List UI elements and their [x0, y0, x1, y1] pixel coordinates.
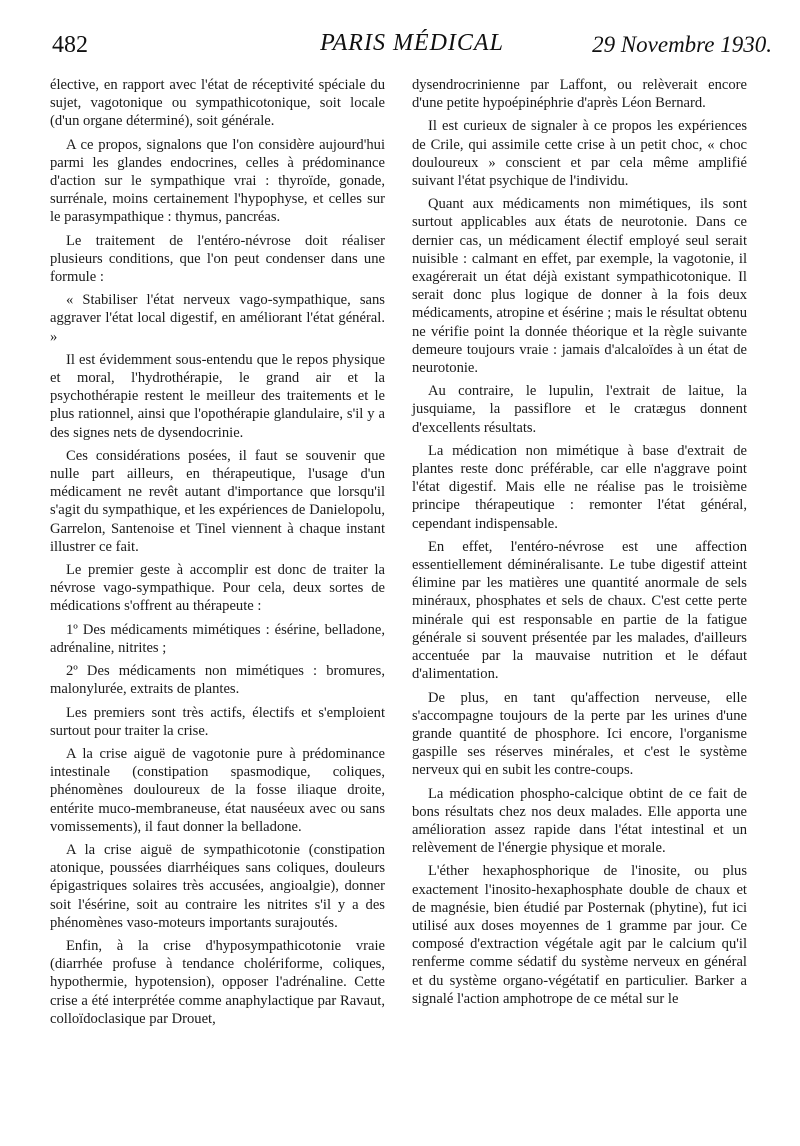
- paragraph: Il est curieux de signaler à ce propos les expériences de Crile, qui assimile cette crise à un petit choc, « choc douloureux » conscient et par cela même amplifié suivant l'état psychique de l'individu.: [412, 118, 747, 190]
- paragraph: En effet, l'entéro-névrose est une affection essentiellement déminéralisante. Le tube digestif atteint élimine par les matières une quantité anormale de sels minéraux, phosphates et sels de chaux. C'est cette perte minérale qui est responsable en partie de la fatigue générale si souvent présentée par les malades, d'ailleurs accentuée par la mauvaise nutrition et le défaut d'alimentation.: [412, 538, 747, 683]
- issue-date: 29 Novembre 1930.: [592, 32, 772, 57]
- paragraph: élective, en rapport avec l'état de réceptivité spéciale du sujet, vagotonique ou sympathicotonique, soit locale (d'un organe déterminé), soit générale.: [50, 77, 385, 130]
- paragraph: A la crise aiguë de vagotonie pure à prédominance intestinale (constipation spasmodique, coliques, phénomènes douloureux de la fosse iliaque droite, entérite muco-membraneuse, état nauséeux avec ou sans vomissements), il faut donner la belladone.: [50, 745, 385, 835]
- page-number: 482: [52, 32, 88, 58]
- paragraph: dysendrocrinienne par Laffont, ou relèverait encore d'une petite hypoépinéphrie d'après Léon Bernard.: [412, 77, 747, 112]
- running-header: [52, 22, 772, 62]
- paragraph: Il est évidemment sous-entendu que le repos physique et moral, l'hydrothérapie, le grand air et la psychothérapie restent le meilleur des traitements et le plus rationnel, ainsi que l'opothérapie glandulaire, s'il y a des signes nets de dysendocrinie.: [50, 351, 385, 441]
- quoted-formula: « Stabiliser l'état nerveux vago-sympathique, sans aggraver l'état local digestif, en améliorant l'état général. »: [50, 292, 385, 345]
- list-item: 2º Des médicaments non mimétiques : bromures, malonylurée, extraits de plantes.: [50, 663, 385, 698]
- paragraph: L'éther hexaphosphorique de l'inosite, ou plus exactement l'inosito-hexaphosphate double de chaux et de magnésie, bien étudié par Posternak (phytine), fut ici utilisé aux doses moyennes de 1 gramme par jour. Ce composé d'extraction végétale agit par le calcium qu'il renferme comme sédatif du système nerveux en général et du système organo-végétatif en particulier. Barker a signalé l'action amphotrope de ce métal sur le: [412, 863, 747, 1007]
- paragraph: Les premiers sont très actifs, électifs et s'emploient surtout pour traiter la crise.: [50, 704, 385, 739]
- paragraph: Enfin, à la crise d'hyposympathicotonie vraie (diarrhée profuse à tendance cholériforme, coliques, hypothermie, hypotension), opposer l'adrénaline. Cette crise a été interprétée comme anaphylactique par Ravaut, colloïdoclasique par Drouet,: [50, 937, 385, 1027]
- paragraph: Le premier geste à accomplir est donc de traiter la névrose vago-sympathique. Pour cela, deux sortes de médications s'offrent au thérapeute :: [50, 562, 385, 615]
- paragraph: A la crise aiguë de sympathicotonie (constipation atonique, poussées diarrhéiques sans coliques, douleurs épigastriques solaires très accusées, angioalgie), donner soit l'ésérine, soit au contraire les nitrites s'il y a des phénomènes vaso-moteurs importants surajoutés.: [50, 841, 385, 931]
- list-item: 1º Des médicaments mimétiques : ésérine, belladone, adrénaline, nitrites ;: [50, 621, 385, 656]
- right-column: [412, 76, 747, 1013]
- paragraph: Le traitement de l'entéro-névrose doit réaliser plusieurs conditions, que l'on peut condenser dans une formule :: [50, 232, 385, 286]
- left-column: [50, 76, 385, 1033]
- paragraph: Au contraire, le lupulin, l'extrait de laitue, la jusquiame, la passiflore et le cratægus donnent d'excellents résultats.: [412, 383, 747, 436]
- paragraph: La médication non mimétique à base d'extrait de plantes reste donc préférable, car elle n'aggrave point l'état digestif. Mais elle ne réalise pas le troisième principe thérapeutique : remonter l'état général, cependant indispensable.: [412, 442, 747, 532]
- journal-title: PARIS MÉDICAL: [320, 30, 504, 56]
- paragraph: La médication phospho-calcique obtint de ce fait de bons résultats chez nos deux malades. Elle apporta une amélioration assez rapide dans l'état intestinal et un relèvement de l'énergie physique et morale.: [412, 785, 747, 857]
- paragraph: Ces considérations posées, il faut se souvenir que nulle part ailleurs, en thérapeutique, l'usage d'un médicament ne revêt autant d'importance que lorsqu'il s'agit du sympathique, et les expériences de Danielopolu, Garrelon, Santenoise et Tinel viennent à chaque instant illustrer ce fait.: [50, 447, 385, 555]
- paragraph: De plus, en tant qu'affection nerveuse, elle s'accompagne toujours de la perte par les urines d'une grande quantité de phosphore. Ici encore, l'organisme gaspille ses réserves minérales, et c'est le système nerveux qui en subit les contre-coups.: [412, 689, 747, 779]
- paragraph: Quant aux médicaments non mimétiques, ils sont surtout applicables aux états de neurotonie. Dans ce dernier cas, un médicament électif employé seul serait nuisible : calmant en effet, par exemple, la vagotonie, il exagérerait un état déjà existant sympathicotonique. Il serait donc plus logique de donner à la fois deux médicaments, atropine et ésérine ; mais le résultat obtenu ne vérifie point la donnée théorique et la règle suivante demeure toujours vraie : jamais d'alcaloïdes à un état de neurotonie.: [412, 196, 747, 377]
- paragraph: A ce propos, signalons que l'on considère aujourd'hui parmi les glandes endocrines, celles à prédominance d'action sur le sympathique vrai : thyroïde, gonade, surrénale, moins certainement l'hypophyse, et celles sur le parasympathique : thymus, pancréas.: [50, 136, 385, 226]
